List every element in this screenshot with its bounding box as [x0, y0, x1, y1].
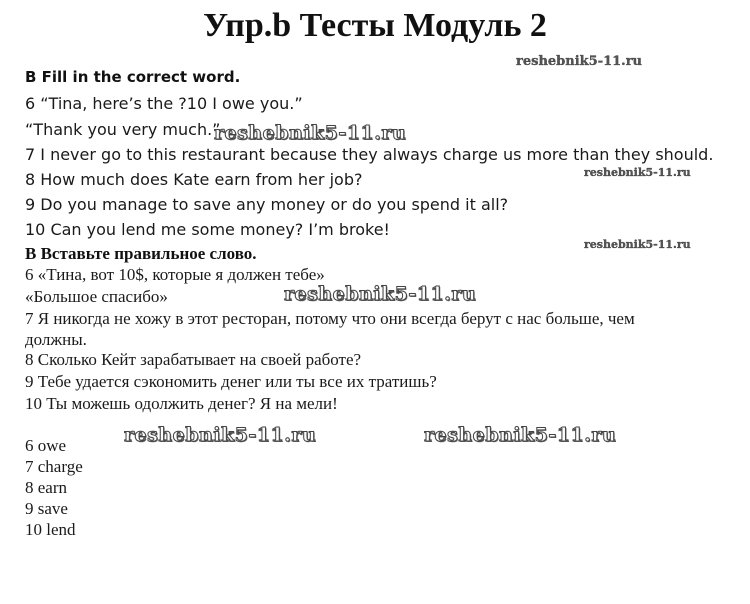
translation-line: 7 Я никогда не хожу в этот ресторан, потому что они всегда берут с нас больше, чем — [25, 309, 635, 328]
watermark: reshebnik5-11.ru — [584, 166, 691, 179]
exercise-line: 9 Do you manage to save any money or do you spend it all? — [25, 195, 509, 214]
watermark: reshebnik5-11.ru — [214, 122, 407, 144]
watermark: reshebnik5-11.ru — [584, 238, 691, 251]
watermark: reshebnik5-11.ru — [424, 424, 617, 446]
exercise-line: 6 “Tina, here’s the ?10 I owe you.” — [25, 94, 303, 113]
watermark: reshebnik5-11.ru — [284, 283, 477, 305]
page-title: Упр.b Тесты Модуль 2 — [203, 7, 547, 44]
watermark: reshebnik5-11.ru — [516, 54, 643, 69]
answer-item: 8 earn — [25, 478, 68, 497]
exercise-line: 10 Can you lend me some money? I’m broke! — [25, 220, 390, 239]
translation-line: «Большое спасибо» — [25, 287, 168, 306]
translation-line: 9 Тебе удается сэкономить денег или ты все их тратишь? — [25, 372, 437, 391]
translation-line: должны. — [25, 330, 87, 349]
answer-item: 9 save — [25, 499, 68, 518]
section-heading-en: B Fill in the correct word. — [25, 68, 241, 86]
translation-line: 10 Ты можешь одолжить денег? Я на мели! — [25, 394, 338, 413]
exercise-line: “Thank you very much.” — [25, 120, 221, 139]
translation-line: 6 «Тина, вот 10$, которые я должен тебе» — [25, 265, 325, 284]
answer-item: 6 owe — [25, 436, 67, 455]
watermark: reshebnik5-11.ru — [124, 424, 317, 446]
answer-item: 7 charge — [25, 457, 83, 476]
exercise-line: 7 I never go to this restaurant because they always charge us more than they should. — [25, 145, 714, 164]
answer-item: 10 lend — [25, 520, 76, 539]
exercise-line: 8 How much does Kate earn from her job? — [25, 170, 363, 189]
section-heading-ru: В Вставьте правильное слово. — [25, 244, 257, 263]
translation-line: 8 Сколько Кейт зарабатывает на своей работе? — [25, 350, 362, 369]
